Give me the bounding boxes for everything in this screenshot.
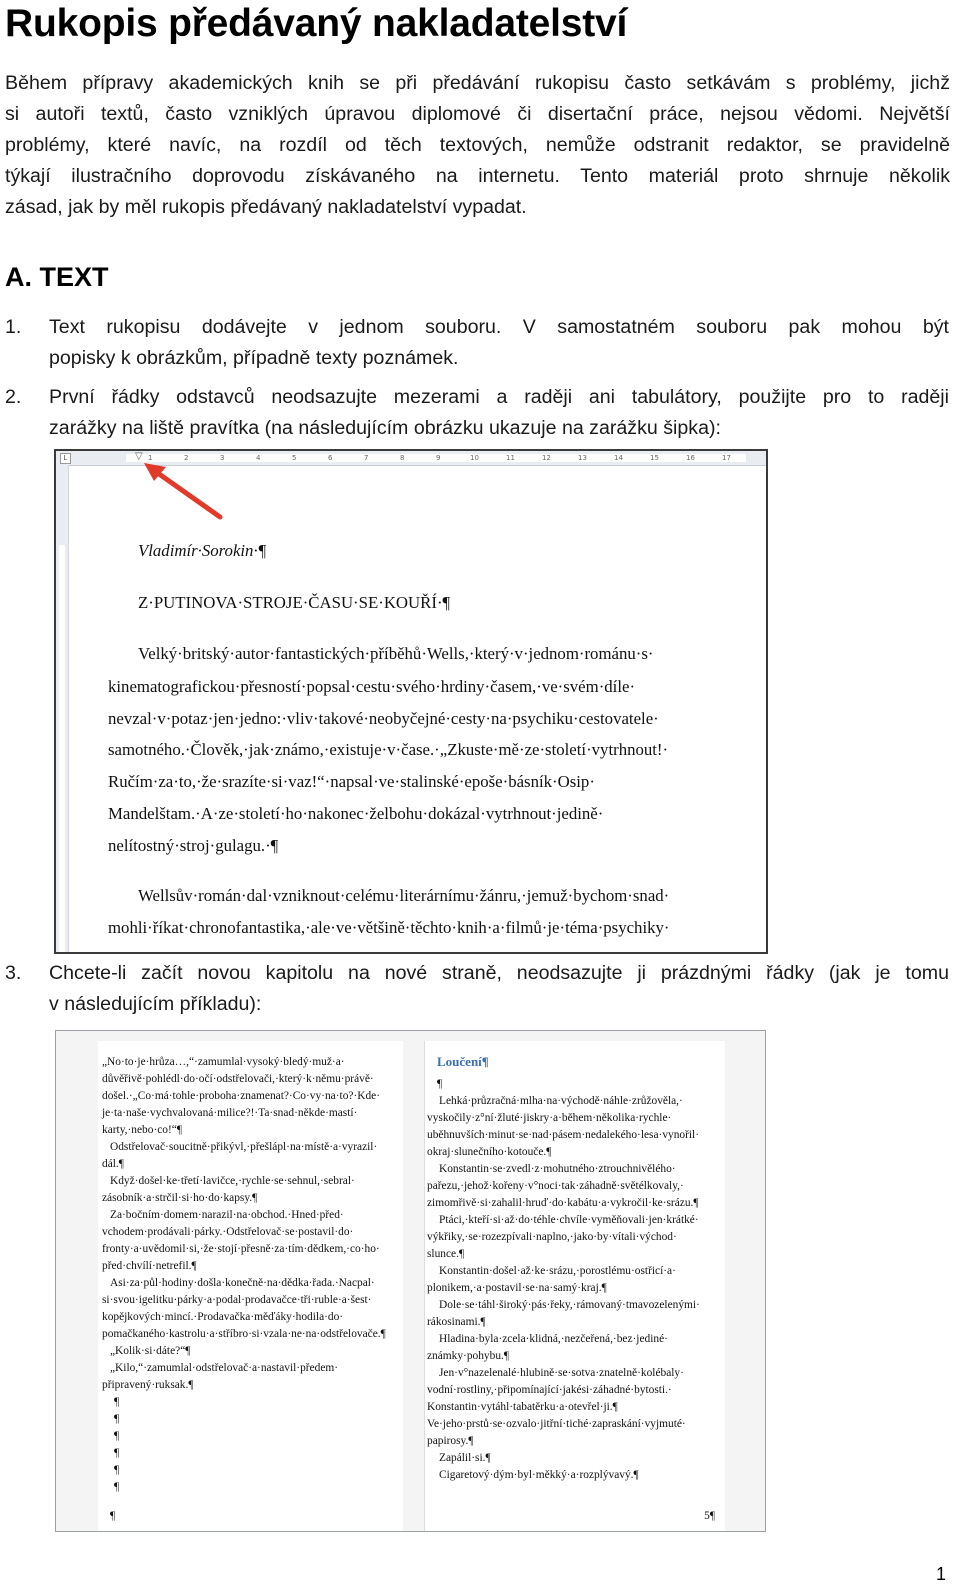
right-page-line: Zapálil·si.¶ xyxy=(439,1452,491,1464)
two-page-screenshot xyxy=(55,1030,766,1532)
right-page-line: Konstantin·vytáhl·tabatěrku·a·otevřel·ji.¶ xyxy=(427,1401,618,1413)
right-page-line: Ve·jeho·prstů·se·ozvalo·jitřní·tiché·zapraskání·vyjmuté· xyxy=(427,1418,686,1430)
ruler-number: 2 xyxy=(184,454,189,462)
doc-author: Vladimír·Sorokin·¶ xyxy=(138,541,267,560)
section-heading-text: A. TEXT xyxy=(5,262,109,292)
ruler-number: 9 xyxy=(436,454,441,462)
left-page-line: ¶ xyxy=(114,1413,120,1425)
right-page-line: uběhnuvších·minut·se·nad·pásem·nedalekého·lesa·vynořil· xyxy=(427,1129,700,1141)
right-page-line: Lehká·průzračná·mlha·na·východě·náhle·zrůžověla,· xyxy=(439,1095,683,1107)
left-page-line: Když·došel·ke·třetí·lavičce,·rychle·se·sehnul,·sebral· xyxy=(110,1175,355,1187)
page-number: 1 xyxy=(935,1564,946,1584)
ruler-number: 11 xyxy=(506,454,515,462)
left-page-line: důvěřivě·pohlédl·do·očí·odstřelovači,·který·k·němu·právě· xyxy=(102,1073,374,1085)
left-page-line: Asi·za·půl·hodiny·došla·konečně·na·dědka·řada.·Nacpal· xyxy=(110,1277,375,1289)
list-item-line: v následujícím příkladu): xyxy=(49,993,262,1015)
tab-selector: L xyxy=(60,453,71,464)
list-item-line: První řádky odstavců neodsazujte mezerami a raději ani tabulátory, použijte pro to raději xyxy=(49,386,949,408)
right-page-line: papirosy.¶ xyxy=(427,1435,474,1447)
left-page-line: je·ta·naše·vychvalovaná·milice?!·Ta·snad·někde·mastí· xyxy=(102,1107,358,1119)
left-page-line: „No·to·je·hrůza…,“·zamumlal·vysoký·bledý·muž·a· xyxy=(102,1056,345,1068)
left-page-line: Odstřelovač·soucitně·přikývl,·přešlápl·na·místě·a·vyrazil· xyxy=(110,1141,378,1153)
red-arrow-icon xyxy=(136,455,226,525)
left-page-line: ¶ xyxy=(114,1464,120,1476)
left-page-line: karty,·nebo·co!“¶ xyxy=(102,1124,183,1136)
intro-line: týkají ilustračního doprovodu získávaného na internetu. Tento materiál proto shrnuje několik xyxy=(5,165,950,187)
left-page-line: ¶ xyxy=(114,1447,120,1459)
left-page-line: ¶ xyxy=(114,1430,120,1442)
right-page-line: plonikem,·a·postavil·se·na·samý·kraj.¶ xyxy=(427,1282,607,1294)
intro-line: problémy, které navíc, na rozdíl od těch textových, nemůže odstranit redaktor, se pravidelně xyxy=(5,134,950,156)
doc-line: nelítostný·stroj·gulagu.·¶ xyxy=(108,836,279,855)
left-page-line: zásobník·a·strčil·si·ho·do·kapsy.¶ xyxy=(102,1192,258,1204)
intro-line: si autoři textů, často vzniklých úpravou diplomové či disertační práce, nejsou vědomi. Největší xyxy=(5,103,950,125)
right-page-line: Jen·v°nazelenalé·hlubině·se·sotva·znatelně·kolébaly· xyxy=(439,1367,684,1379)
ruler-number: 6 xyxy=(328,454,333,462)
ruler-number: 16 xyxy=(686,454,695,462)
ruler-number: 14 xyxy=(614,454,623,462)
list-item-line: popisky k obrázkům, případně texty poznámek. xyxy=(49,347,459,369)
ruler-number: 5 xyxy=(292,454,297,462)
ruler-screenshot xyxy=(54,449,768,954)
right-page-line: vodní·rostliny,·připomínající·jakési·záhadné·bytosti.· xyxy=(427,1384,672,1396)
left-page-line: připravený·ruksak.¶ xyxy=(102,1379,194,1391)
left-page-line: ¶ xyxy=(114,1396,120,1408)
ruler-number: 12 xyxy=(542,454,551,462)
right-page xyxy=(424,1041,725,1531)
left-page-line: před·chvílí·netrefil.¶ xyxy=(102,1260,197,1272)
right-page-line: výkřiky,·se·rozezpívali·naplno,·jako·by·vítali·východ· xyxy=(427,1231,677,1243)
left-page-line: vchodem·prodávali·párky.·Odstřelovač·se·postavil·do· xyxy=(102,1226,354,1238)
ruler-number: 10 xyxy=(470,454,479,462)
left-page-line: kopějkových·mincí.·Prodavačka·měďáky·hodila·do· xyxy=(102,1311,344,1323)
vertical-ruler xyxy=(56,465,69,954)
doc-line: Mandelštam.·A·ze·století·ho·nakonec·želbohu·dokázal·vytrhnout·jedině· xyxy=(108,804,604,823)
right-page-line: Konstantin·se·zvedl·z·mohutného·ztrouchnivělého· xyxy=(439,1163,676,1175)
ruler-number: 4 xyxy=(256,454,261,462)
right-page-line: Hladina·byla·zcela·klidná,·nezčeřená,·bez·jediné· xyxy=(439,1333,668,1345)
right-page-line: vyskočily·z°ní·žluté·jiskry·a·během·několika·rychle· xyxy=(427,1112,672,1124)
doc-line: nevzal·v·potaz·jen·jedno:·vliv·takové·neobyčejné·cesty·na·psychiku·cestovatele· xyxy=(108,709,659,728)
left-page xyxy=(98,1041,403,1531)
right-page-line: Cigaretový·dým·byl·měkký·a·rozplývavý.¶ xyxy=(439,1469,639,1481)
ruler-number: 13 xyxy=(578,454,587,462)
list-item-line: zarážky na liště pravítka (na následujícím obrázku ukazuje na zarážku šipka): xyxy=(49,417,721,439)
list-item-line: Chcete-li začít novou kapitolu na nové straně, neodsazujte ji prázdnými řádky (jak je tomu xyxy=(49,962,949,984)
page-footer-mark: ¶ xyxy=(110,1510,116,1522)
list-item-number: 1. xyxy=(5,316,22,338)
intro-line: Během přípravy akademických knih se při předávání rukopisu často setkávám s problémy, jichž xyxy=(5,72,950,94)
right-page-line: okraj·slunečního·kotouče.¶ xyxy=(427,1146,552,1158)
right-page-line: zimomřivě·si·zahalil·hruď·do·kabátu·a·vykročil·ke·srázu.¶ xyxy=(427,1197,699,1209)
page-title: Rukopis předávaný nakladatelství xyxy=(5,2,628,45)
doc-heading: Z·PUTINOVA·STROJE·ČASU·SE·KOUŘÍ·¶ xyxy=(138,593,451,612)
intro-paragraph xyxy=(5,68,950,223)
right-page-line: rákosinami.¶ xyxy=(427,1316,486,1328)
right-page-line: známky·pohybu.¶ xyxy=(427,1350,510,1362)
chapter-heading: Loučení¶ xyxy=(437,1054,489,1069)
ruler-number: 17 xyxy=(722,454,731,462)
left-page-line: došel.·„Co·má·tohle·proboha·znamenat?·Co·vy·na·to?·Kde· xyxy=(102,1090,381,1102)
left-page-line: fronty·a·uvědomil·si,·že·stojí·přesně·za·tím·dědkem,·co·ho· xyxy=(102,1243,380,1255)
right-page-line: Konstantin·došel·až·ke·srázu,·porostlému·ostřicí·a· xyxy=(439,1265,676,1277)
list-item-number: 2. xyxy=(5,386,22,408)
left-page-line: „Kilo,“·zamumlal·odstřelovač·a·nastavil·předem· xyxy=(110,1362,339,1374)
ruler-number: 8 xyxy=(400,454,405,462)
doc-line: samotného.·Člověk,·jak·známo,·existuje·v·čase.·„Zkuste·mě·ze·století·vytrhnout!· xyxy=(108,740,669,759)
left-page-line: si·svou·igelitku·párky·a·podal·prodavačce·tři·ruble·a·šest· xyxy=(102,1294,372,1306)
left-page-line: dál.¶ xyxy=(102,1158,124,1170)
ruler-number: 7 xyxy=(364,454,369,462)
list-item-number: 3. xyxy=(5,962,22,984)
right-page-line: pařezu,·jehož·kořeny·v°noci·tak·záhadně·světélkovaly,· xyxy=(427,1180,684,1192)
list-item-line: Text rukopisu dodávejte v jednom souboru. V samostatném souboru pak mohou být xyxy=(49,316,949,338)
left-page-line: „Kolik·si·dáte?“¶ xyxy=(110,1345,191,1357)
intro-line: zásad, jak by měl rukopis předávaný nakladatelství vypadat. xyxy=(5,196,527,218)
right-page-line: slunce.¶ xyxy=(427,1248,465,1260)
left-page-line: ¶ xyxy=(114,1481,120,1493)
ruler-number: 3 xyxy=(220,454,225,462)
ruler-number: 1 xyxy=(148,454,153,462)
doc-line: Ručím·za·to,·že·srazíte·si·vaz!“·napsal·ve·stalinské·epoše·básník·Osip· xyxy=(108,772,595,791)
left-page-line: Za·bočním·domem·narazil·na·obchod.·Hned·před· xyxy=(110,1209,344,1221)
doc-line: Velký·britský·autor·fantastických·příběhů·Wells,·který·v·jednom·románu·s· xyxy=(138,644,654,663)
doc-line: kinematografickou·přesností·popsal·cestu·svého·hrdiny·časem,·ve·svém·díle· xyxy=(108,677,636,696)
right-page-line: Dole·se·táhl·široký·pás·řeky,·rámovaný·tmavozelenými· xyxy=(439,1299,700,1311)
right-page-line: ¶ xyxy=(437,1078,443,1090)
indent-marker-icon: ▽ xyxy=(135,451,143,462)
doc-line: Wellsův·román·dal·vzniknout·celému·literárnímu·žánru,·jemuž·bychom·snad· xyxy=(138,886,670,905)
left-page-line: pomačkaného·kastrolu·a·stříbro·si·vzala·ne·na·odstřelovače.¶ xyxy=(102,1328,386,1340)
page-footer-number: 5¶ xyxy=(704,1510,715,1522)
right-page-line: Ptáci,·kteří·si·až·do·téhle·chvíle·vyměňovali·jen·krátké· xyxy=(439,1214,699,1226)
doc-line: mohli·říkat·chronofantastika,·ale·ve·většině·těchto·knih·a·filmů·je·téma·psychiky· xyxy=(108,918,670,937)
ruler-number: 15 xyxy=(650,454,659,462)
